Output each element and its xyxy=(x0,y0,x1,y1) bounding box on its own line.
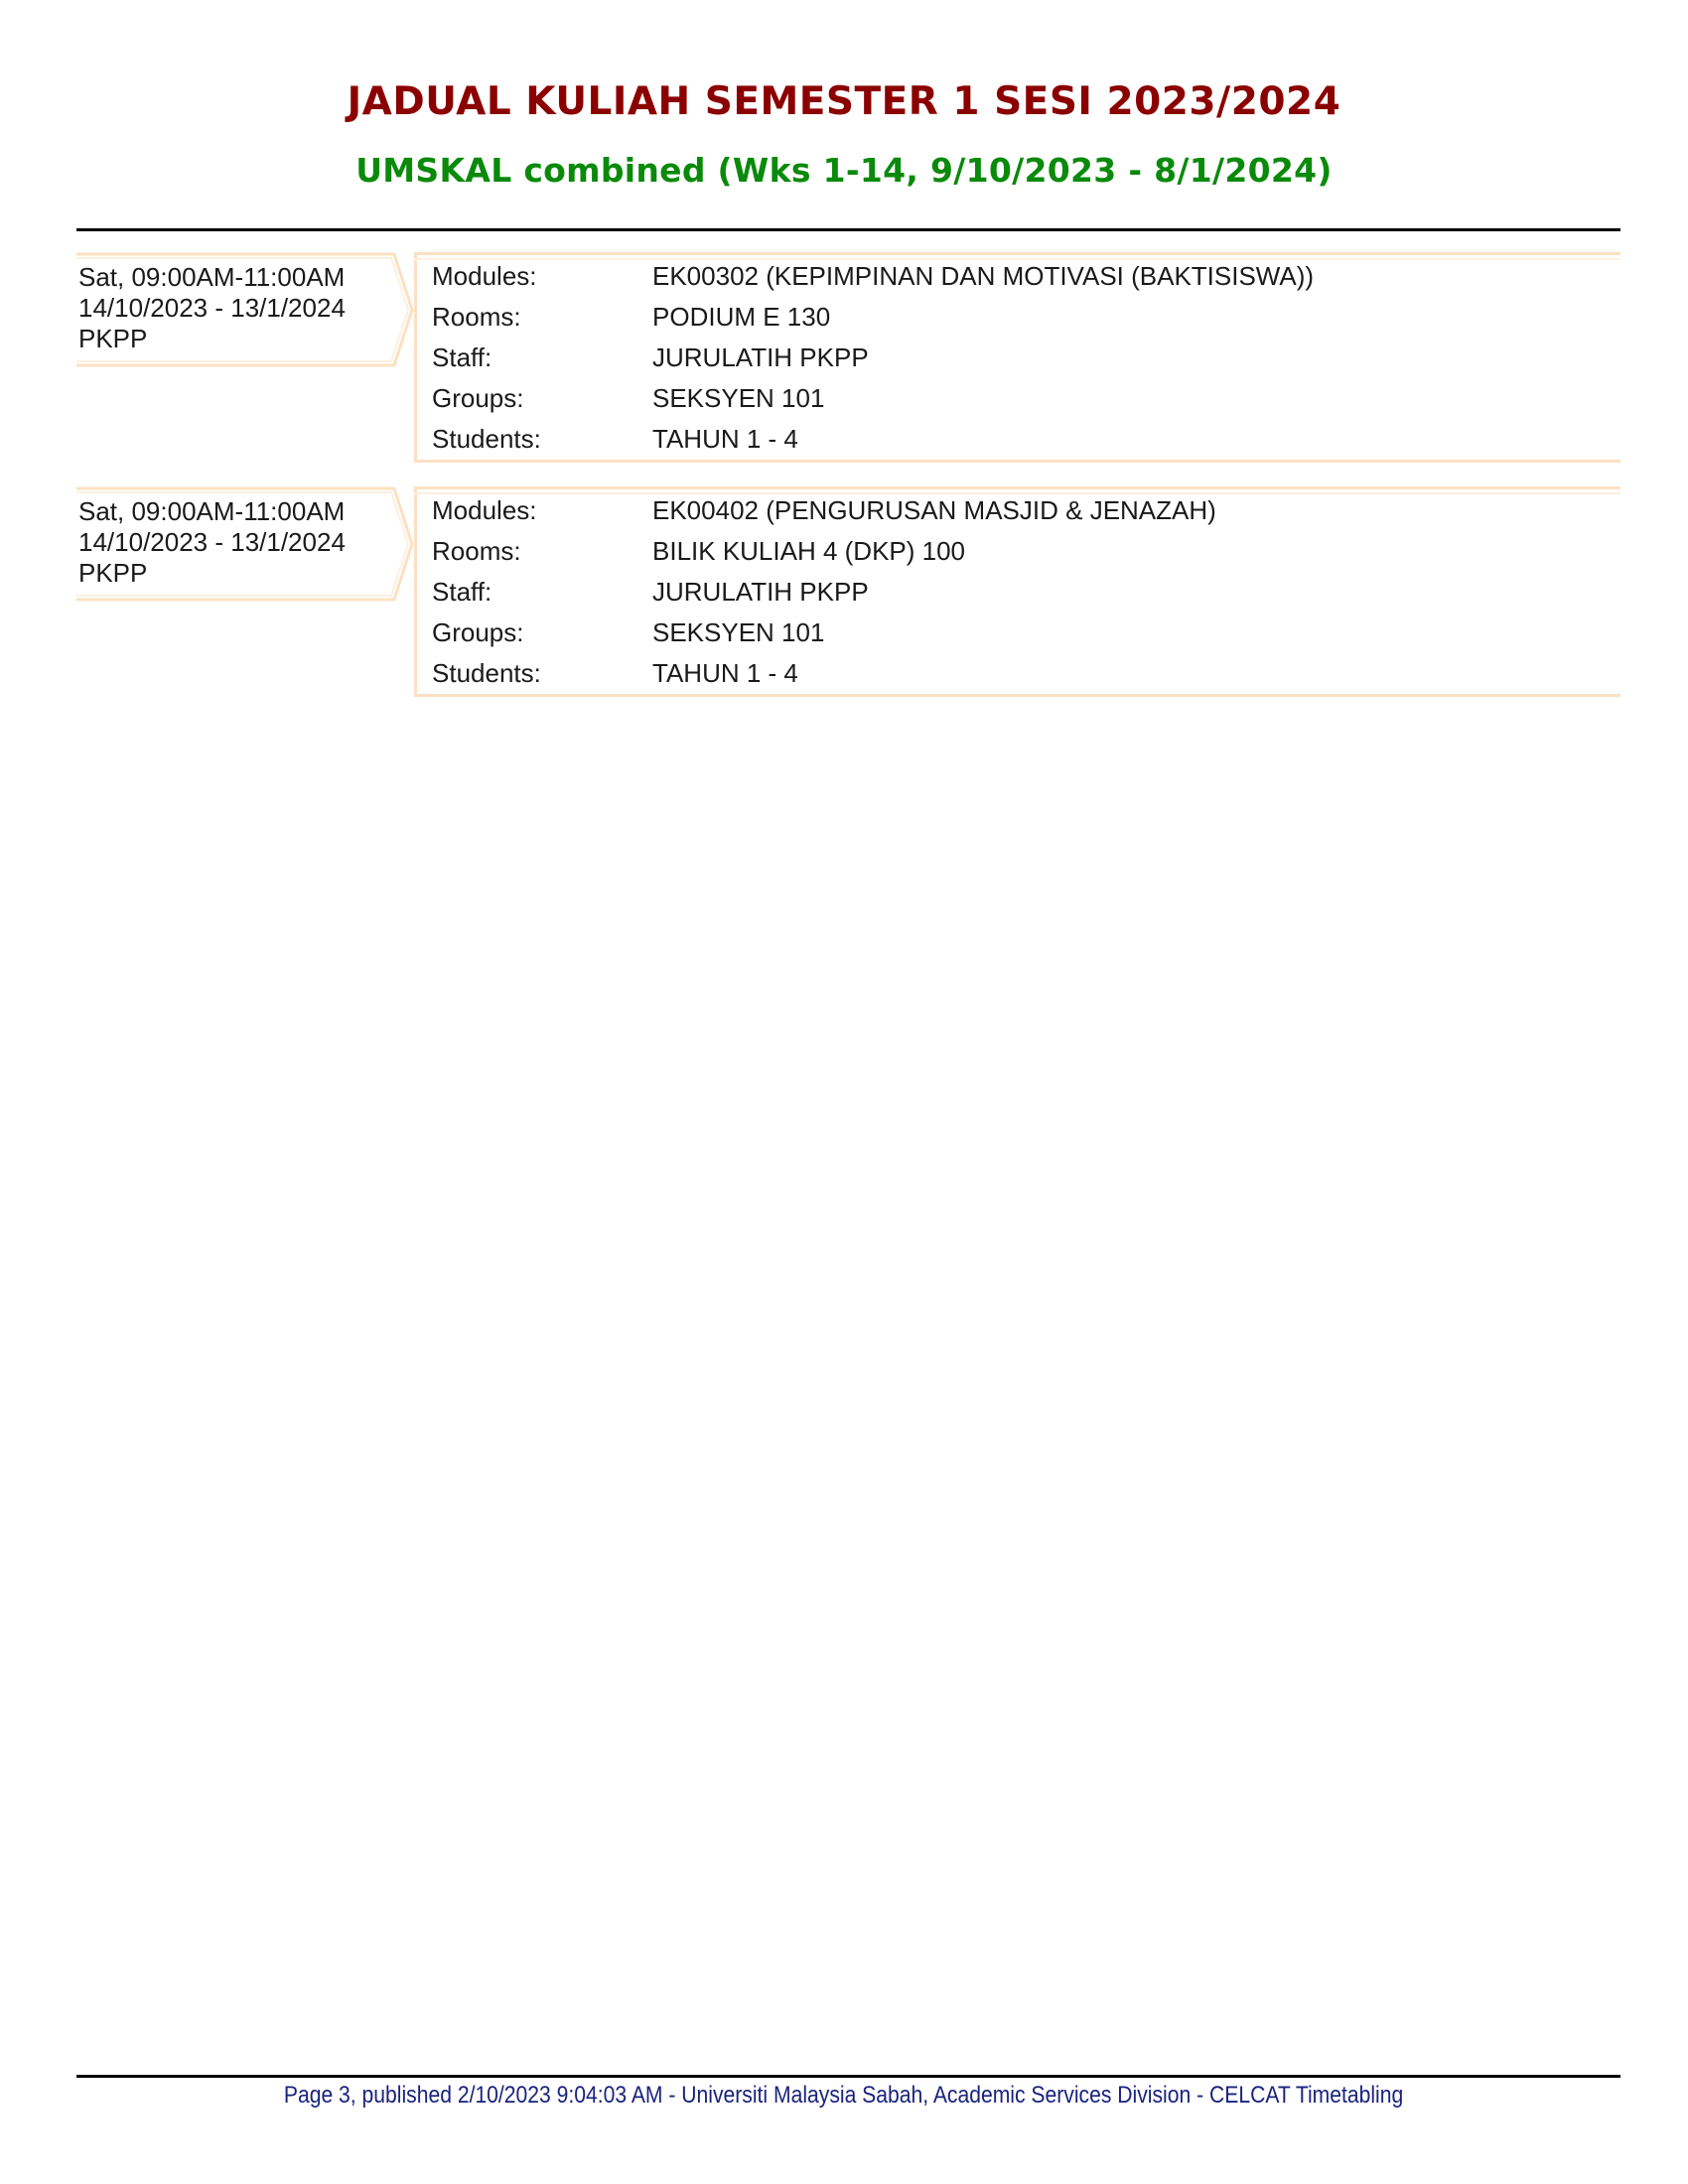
timetable-entry xyxy=(76,486,1620,701)
event-details xyxy=(414,252,1620,463)
detail-label: Students: xyxy=(432,658,541,688)
detail-row-students xyxy=(432,419,798,460)
detail-value: BILIK KULIAH 4 (DKP) 100 xyxy=(652,536,966,566)
event-details xyxy=(414,486,1620,697)
detail-row-groups xyxy=(432,613,824,653)
detail-value: SEKSYEN 101 xyxy=(652,383,825,413)
event-code: PKPP xyxy=(78,558,148,588)
event-time-tab xyxy=(76,252,414,367)
detail-row-rooms xyxy=(432,531,965,572)
page-title: JADUAL KULIAH SEMESTER 1 SESI 2023/2024 xyxy=(347,79,1341,124)
detail-value: TAHUN 1 - 4 xyxy=(652,424,798,454)
detail-row-modules xyxy=(432,490,1216,531)
event-time: Sat, 09:00AM-11:00AM xyxy=(78,496,346,526)
detail-value: SEKSYEN 101 xyxy=(652,617,825,647)
event-dates: 14/10/2023 - 13/1/2024 xyxy=(78,293,346,323)
detail-label: Rooms: xyxy=(432,302,521,332)
detail-label: Rooms: xyxy=(432,536,521,566)
page-footer xyxy=(0,2082,1688,2110)
detail-label: Students: xyxy=(432,424,541,454)
detail-value: PODIUM E 130 xyxy=(652,302,831,332)
footer-text: Page 3, published 2/10/2023 9:04:03 AM - Universiti Malaysia Sabah, Academic Services Division - CELCAT Timetabling xyxy=(284,2082,1404,2109)
page-subtitle: UMSKAL combined (Wks 1-14, 9/10/2023 - 8/1/2024) xyxy=(355,151,1333,190)
detail-value: JURULATIH PKPP xyxy=(652,577,869,607)
detail-label: Groups: xyxy=(432,617,524,647)
detail-row-rooms xyxy=(432,297,830,338)
event-code: PKPP xyxy=(78,324,148,353)
event-time: Sat, 09:00AM-11:00AM xyxy=(78,262,346,292)
detail-row-groups xyxy=(432,378,824,419)
detail-value: JURULATIH PKPP xyxy=(652,342,869,372)
event-time-tab xyxy=(76,486,414,602)
detail-value: TAHUN 1 - 4 xyxy=(652,658,798,688)
detail-label: Modules: xyxy=(432,261,537,291)
detail-value: EK00402 (PENGURUSAN MASJID & JENAZAH) xyxy=(652,495,1216,525)
detail-value: EK00302 (KEPIMPINAN DAN MOTIVASI (BAKTISISWA)) xyxy=(652,261,1315,291)
detail-row-staff xyxy=(432,338,869,378)
footer-divider xyxy=(76,2075,1620,2078)
timetable-entry xyxy=(76,252,1620,467)
header-divider xyxy=(76,228,1620,231)
detail-label: Groups: xyxy=(432,383,524,413)
detail-label: Staff: xyxy=(432,342,492,372)
detail-label: Staff: xyxy=(432,577,492,607)
detail-row-modules xyxy=(432,256,1314,297)
detail-row-staff xyxy=(432,572,869,613)
event-dates: 14/10/2023 - 13/1/2024 xyxy=(78,527,346,557)
detail-label: Modules: xyxy=(432,495,537,525)
detail-row-students xyxy=(432,653,798,694)
